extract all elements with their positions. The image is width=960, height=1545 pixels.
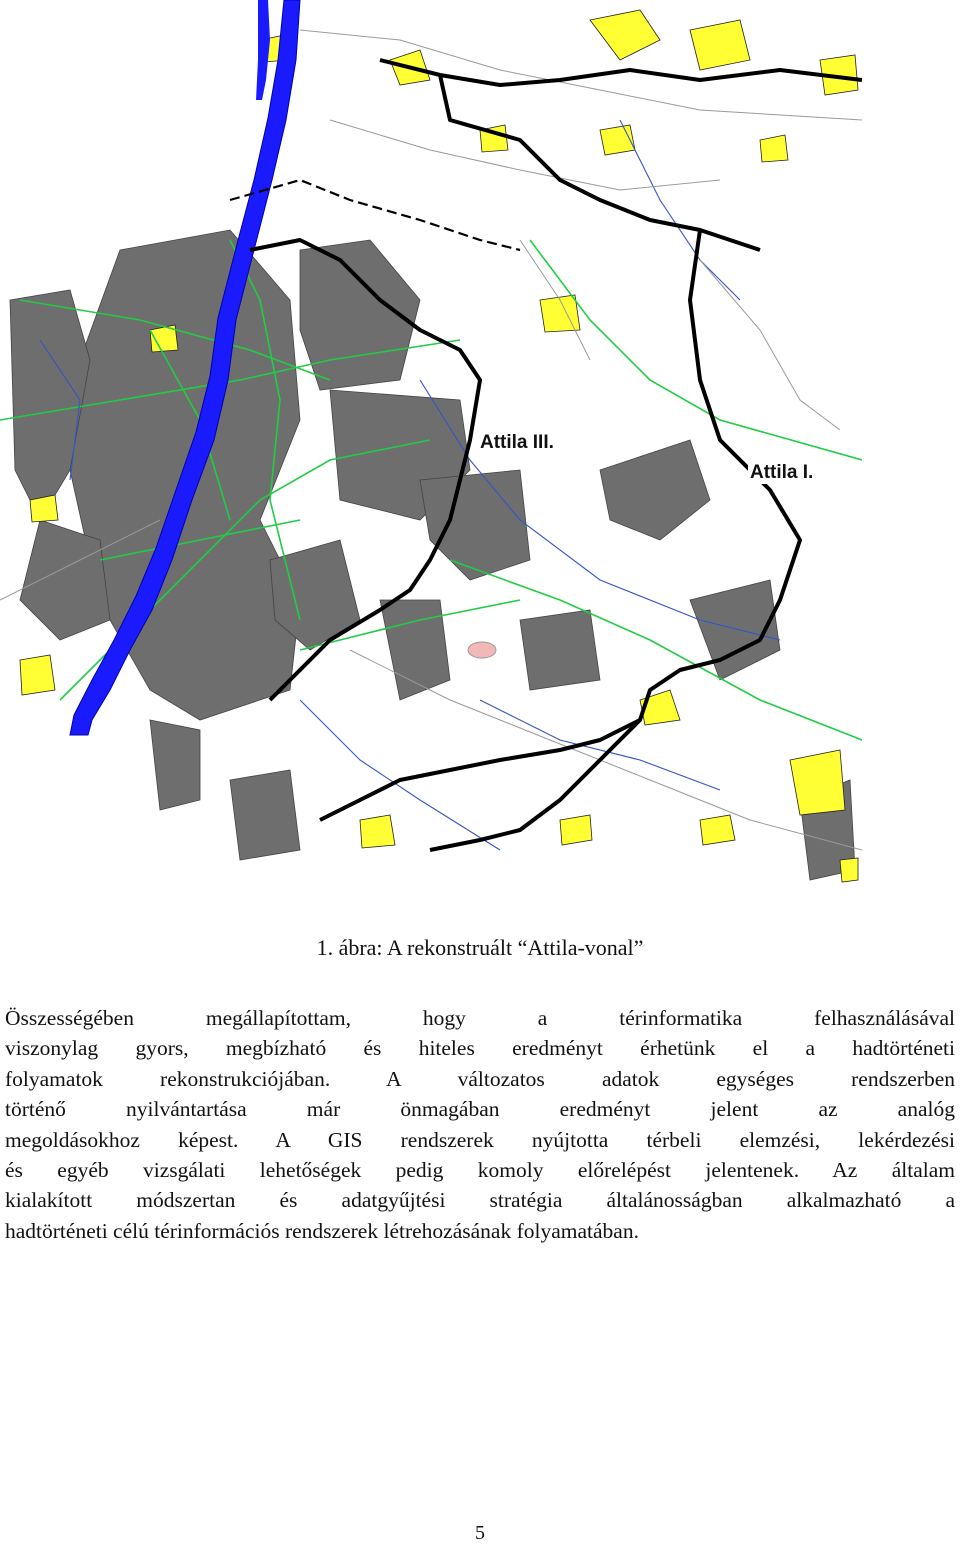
body-paragraph (5, 1003, 955, 1246)
lake (468, 642, 496, 658)
paragraph-line: Összességében megállapítottam, hogy a térinformatika felhasználásával (5, 1006, 955, 1030)
map-label-attila-1: Attila I. (750, 462, 814, 483)
attila-line-secondary (230, 180, 520, 250)
danube-side-arm (256, 0, 270, 100)
paragraph-line: folyamatok rekonstrukciójában. A változatos adatok egységes rendszerben (5, 1066, 955, 1091)
paragraph-line: megoldásokhoz képest. A GIS rendszerek nyújtotta térbeli elemzési, lekérdezési (5, 1127, 955, 1152)
figure-caption: 1. ábra: A rekonstruált “Attila-vonal” (316, 935, 644, 960)
map-label-attila-3: Attila III. (480, 432, 554, 453)
paragraph-line: hadtörténeti célú térinformációs rendszerek létrehozásának folyamatában. (5, 1218, 639, 1243)
paragraph-line: és egyéb vizsgálati lehetőségek pedig komoly előrelépést jelentenek. Az általam (5, 1158, 955, 1183)
paragraph-line: történő nyilvántartása már önmagában eredményt jelent az analóg (5, 1097, 955, 1122)
paragraph-line: kialakított módszertan és adatgyűjtési stratégia általánosságban alkalmazható a (5, 1188, 955, 1213)
paragraph-line: viszonylag gyors, megbízható és hiteles eredményt érhetünk el a hadtörténeti (5, 1036, 955, 1061)
page-number: 5 (475, 1522, 485, 1544)
